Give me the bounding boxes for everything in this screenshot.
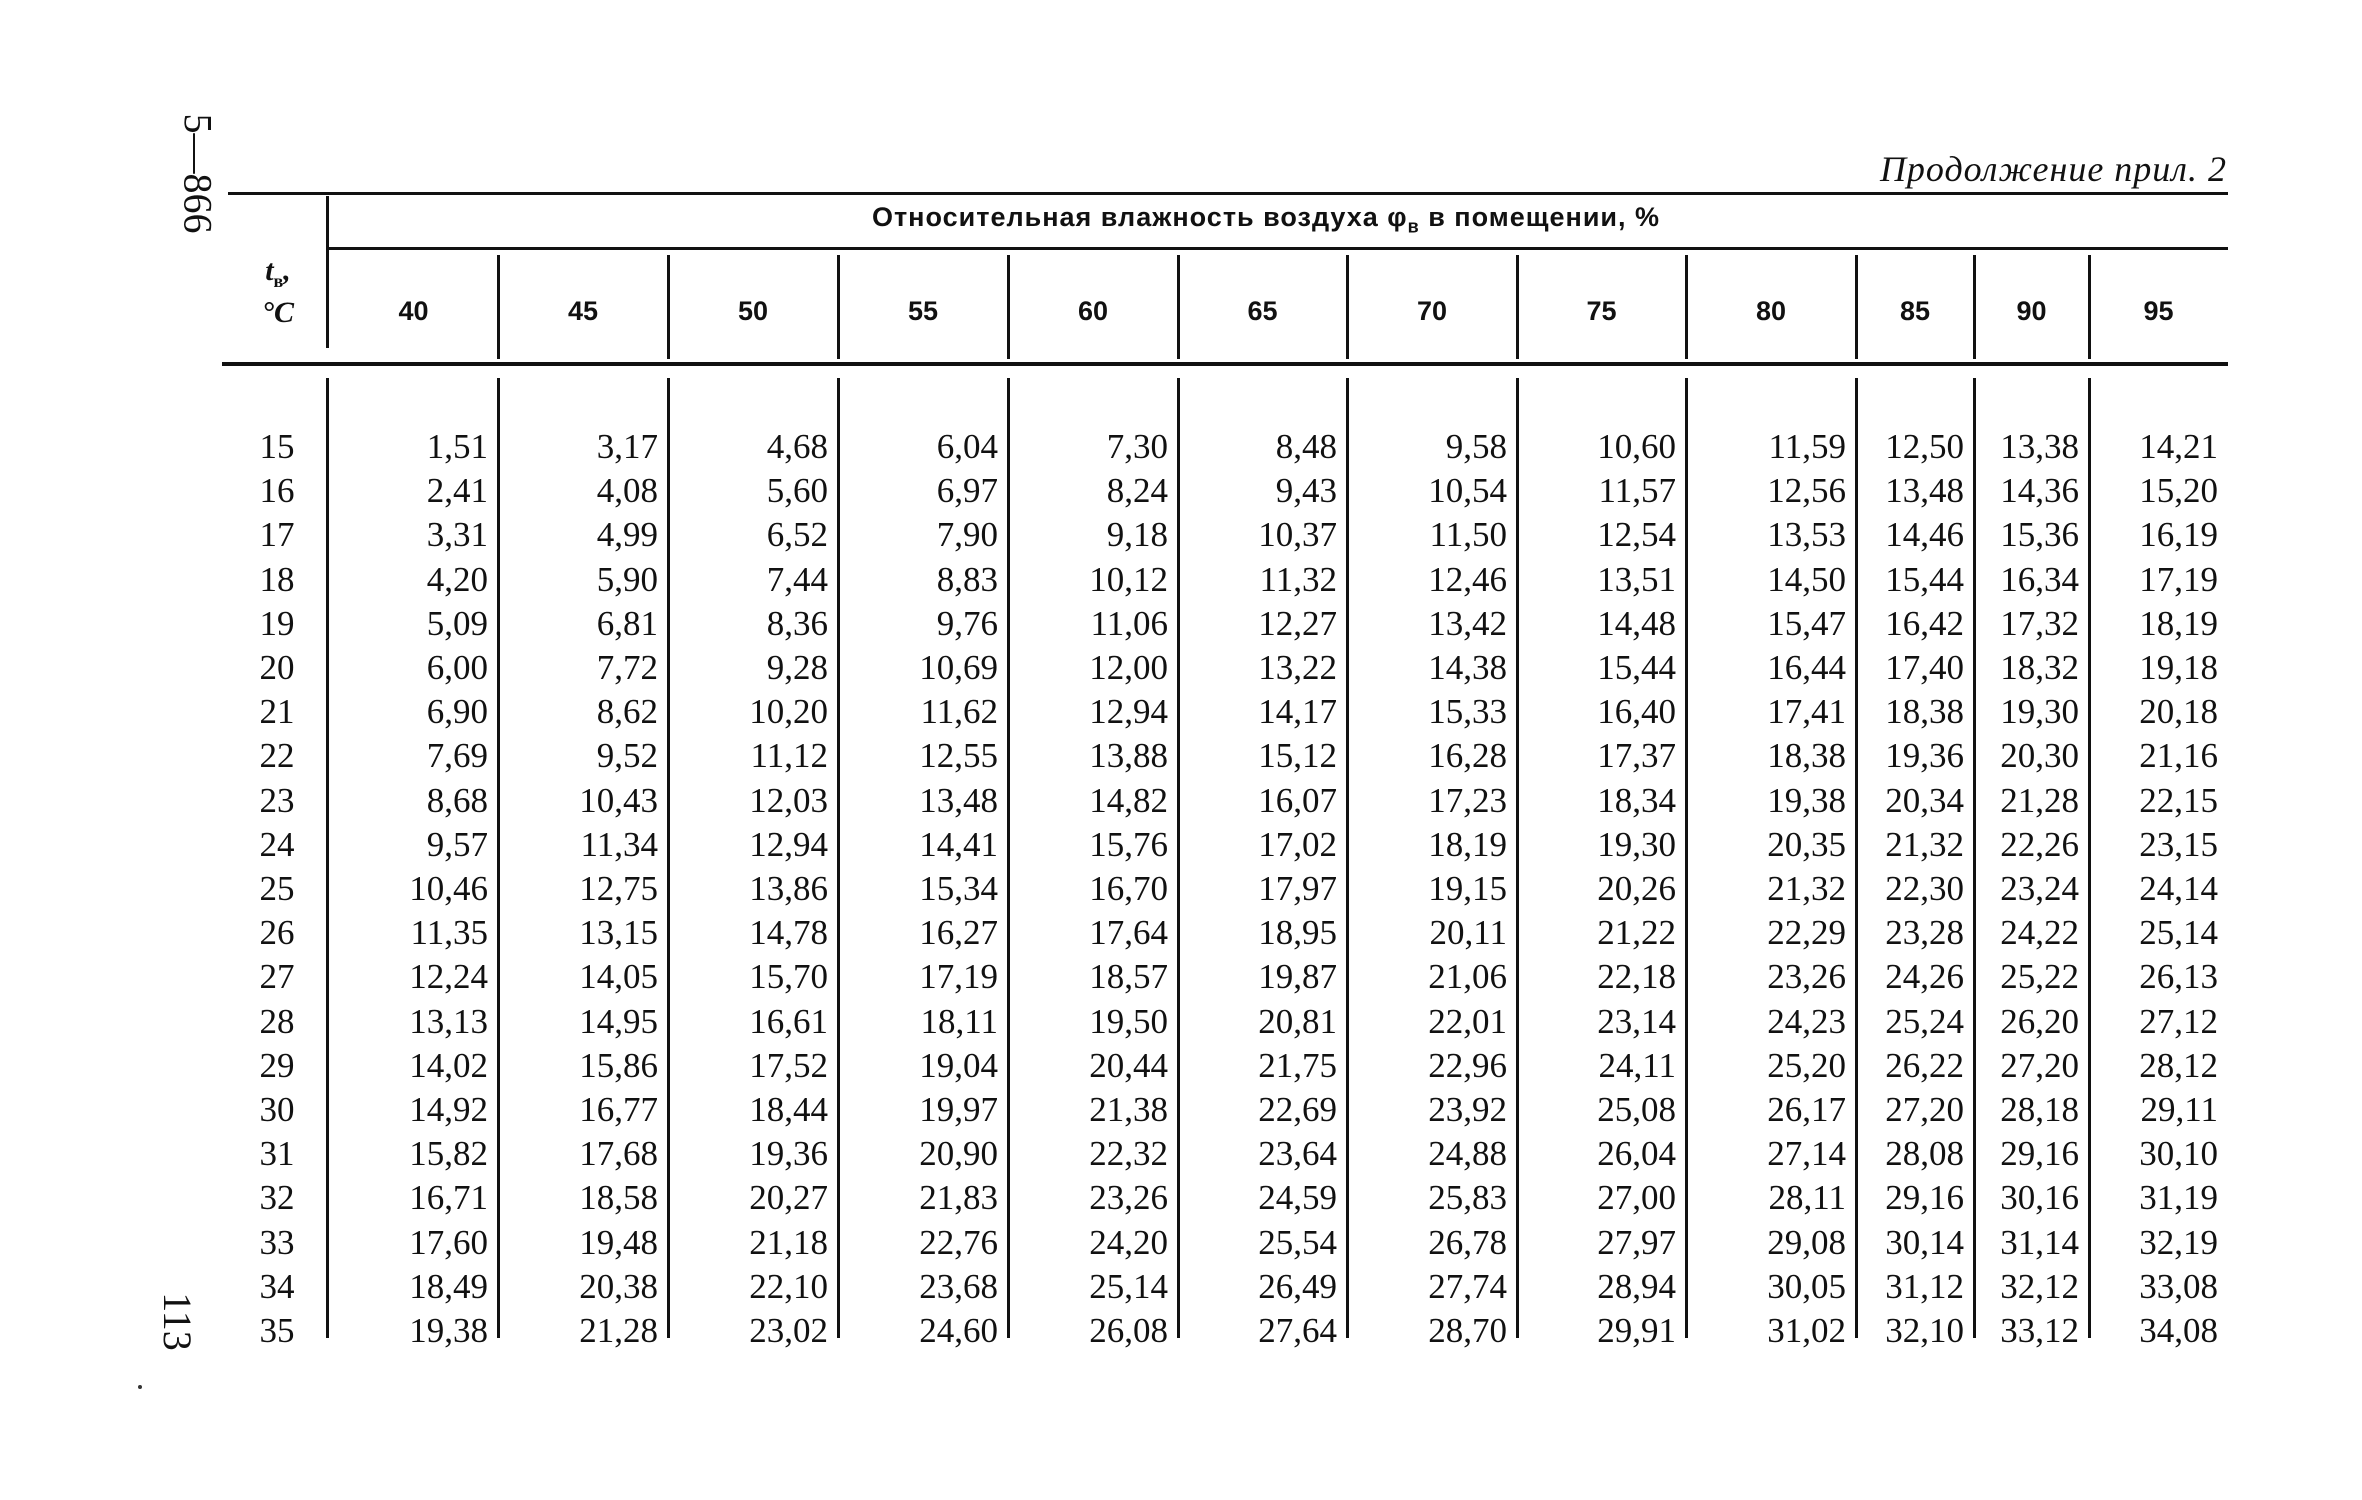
table-cell: 8,68 [426, 780, 488, 820]
table-cell: 27,12 [2139, 1001, 2218, 1041]
table-cell: 13,13 [409, 1001, 488, 1041]
table-cell: 31,14 [2000, 1222, 2079, 1262]
humidity-header: Относительная влажность воздуха $\varphi_в$ в помещении, % [871, 202, 1661, 237]
table-cell: 30,14 [1885, 1222, 1964, 1262]
table-cell: 27,97 [1597, 1222, 1676, 1262]
table-cell: 15,76 [1089, 824, 1168, 864]
column-header-40: 40 [398, 296, 429, 326]
table-cell: 27,20 [1885, 1090, 1964, 1129]
table-cell: 23,68 [919, 1266, 998, 1306]
page-number: 113 [154, 1292, 200, 1351]
table-cell: 20,34 [1885, 780, 1964, 820]
table-cell: 12,55 [919, 736, 998, 776]
table-cell: 8,83 [936, 559, 998, 599]
table-cell: 22,32 [1089, 1134, 1168, 1174]
table-cell: 14,02 [409, 1045, 488, 1085]
table-cell: 24,20 [1089, 1222, 1168, 1262]
table-cell: 16,77 [579, 1090, 658, 1129]
table-cell: 27,64 [1258, 1311, 1337, 1350]
table-cell: 28,12 [2139, 1045, 2218, 1085]
table-cell: 6,90 [426, 692, 488, 732]
table-cell: 11,57 [1598, 471, 1676, 511]
table-cell: 12,24 [409, 957, 488, 997]
table-cell: 24,14 [2139, 869, 2218, 908]
table-cell: 20,44 [1089, 1045, 1168, 1085]
table-cell: 25,14 [2139, 913, 2218, 953]
column-header-50: 50 [737, 296, 769, 326]
table-cell: 9,28 [766, 648, 828, 687]
table-cell: 24,23 [1767, 1001, 1846, 1041]
table-cell: 18,38 [1885, 692, 1964, 732]
row-temperature: 27 [259, 957, 295, 997]
table-cell: 15,34 [919, 869, 998, 908]
table-cell: 30,05 [1767, 1266, 1846, 1306]
column-header-65: 65 [1247, 296, 1278, 326]
table-cell: 30,10 [2139, 1134, 2218, 1174]
table-cell: 21,28 [579, 1311, 658, 1350]
table-cell: 13,15 [579, 913, 658, 953]
table-cell: 19,30 [1597, 824, 1676, 864]
table-cell: 19,87 [1258, 957, 1337, 997]
table-cell: 28,08 [1885, 1134, 1964, 1174]
table-cell: 29,08 [1767, 1222, 1846, 1262]
table-cell: 13,48 [1885, 471, 1964, 511]
table-cell: 26,22 [1885, 1045, 1964, 1085]
table-cell: 14,92 [409, 1090, 488, 1129]
table-cell: 12,94 [749, 824, 828, 864]
table-cell: 9,43 [1275, 471, 1337, 511]
table-cell: 14,05 [579, 957, 658, 997]
table-cell: 11,35 [410, 913, 488, 953]
table-cell: 21,16 [2139, 736, 2218, 776]
table-cell: 16,61 [749, 1001, 828, 1041]
table-cell: 26,04 [1597, 1134, 1676, 1174]
table-cell: 21,38 [1089, 1090, 1168, 1129]
table-cell: 14,78 [749, 913, 828, 953]
table-cell: 9,18 [1106, 515, 1168, 555]
table-cell: 13,53 [1767, 515, 1846, 555]
table-cell: 20,11 [1429, 913, 1507, 953]
row-temperature: 21 [259, 692, 295, 732]
table-cell: 20,38 [579, 1266, 658, 1306]
table-cell: 7,30 [1106, 427, 1168, 466]
table-cell: 19,15 [1428, 869, 1507, 908]
table-cell: 6,81 [596, 603, 658, 643]
table-cell: 28,70 [1428, 1311, 1507, 1350]
table-cell: 17,32 [2000, 603, 2079, 643]
row-temperature: 33 [259, 1222, 295, 1262]
table-cell: 18,11 [920, 1001, 998, 1041]
table-cell: 25,54 [1258, 1222, 1337, 1262]
table-cell: 29,91 [1597, 1311, 1676, 1350]
table-cell: 13,48 [919, 780, 998, 820]
table-cell: 27,14 [1767, 1134, 1846, 1174]
table-cell: 14,36 [2000, 471, 2079, 511]
table-cell: 11,50 [1429, 515, 1507, 555]
table-cell: 13,38 [2000, 427, 2079, 466]
row-temperature: 32 [259, 1178, 295, 1218]
row-temperature: 28 [259, 1001, 295, 1041]
table-cell: 15,20 [2139, 471, 2218, 511]
column-header-90: 90 [2016, 296, 2047, 326]
table-cell: 13,88 [1089, 736, 1168, 776]
table-cell: 12,94 [1089, 692, 1168, 732]
table-cell: 25,22 [2000, 957, 2079, 997]
table-cell: 15,82 [409, 1134, 488, 1174]
table-cell: 12,46 [1428, 559, 1507, 599]
row-temperature: 30 [259, 1090, 295, 1129]
table-cell: 23,24 [2000, 869, 2079, 908]
table-cell: 7,90 [936, 515, 998, 555]
table-cell: 11,06 [1090, 603, 1168, 643]
table-cell: 10,37 [1258, 515, 1337, 555]
table-cell: 10,60 [1597, 427, 1676, 466]
table-cell: 8,48 [1275, 427, 1337, 466]
table-cell: 10,43 [579, 780, 658, 820]
table-cell: 17,19 [919, 957, 998, 997]
column-header-60: 60 [1077, 296, 1109, 326]
header-sub-rule [328, 247, 2228, 250]
table-cell: 14,41 [919, 824, 998, 864]
table-cell: 21,06 [1428, 957, 1507, 997]
table-cell: 25,20 [1767, 1045, 1846, 1085]
table-cell: 17,64 [1089, 913, 1168, 953]
column-header-75: 75 [1586, 296, 1617, 326]
table-cell: 9,57 [426, 824, 488, 864]
row-temperature: 17 [259, 515, 295, 555]
table-cell: 21,28 [2000, 780, 2079, 820]
table-cell: 13,86 [749, 869, 828, 908]
table-cell: 23,64 [1258, 1134, 1337, 1174]
header-bottom-rule [222, 362, 2228, 366]
temperature-header: $t_в$, °C [261, 254, 294, 329]
table-cell: 18,32 [2000, 648, 2079, 687]
table-cell: 14,46 [1885, 515, 1964, 555]
table-cell: 33,12 [2000, 1311, 2079, 1350]
table-cell: 11,12 [750, 736, 828, 776]
table-cell: 18,95 [1258, 913, 1337, 953]
table-cell: 19,50 [1089, 1001, 1168, 1041]
table-cell: 10,20 [749, 692, 828, 732]
table-cell: 16,40 [1597, 692, 1676, 732]
table-cell: 15,44 [1597, 648, 1676, 687]
table-cell: 16,71 [409, 1178, 488, 1218]
table-cell: 20,18 [2139, 692, 2218, 732]
table-cell: 15,33 [1428, 692, 1507, 732]
table-cell: 27,20 [2000, 1045, 2079, 1085]
table-cell: 18,57 [1089, 957, 1168, 997]
row-temperature: 31 [259, 1134, 295, 1174]
table-cell: 28,11 [1768, 1178, 1846, 1218]
table-cell: 19,30 [2000, 692, 2079, 732]
table-cell: 4,08 [596, 471, 658, 511]
table-cell: 26,08 [1089, 1311, 1168, 1350]
table-cell: 14,82 [1089, 780, 1168, 820]
table-cell: 16,42 [1885, 603, 1964, 643]
row-temperature: 24 [259, 824, 295, 864]
column-header-85: 85 [1899, 296, 1931, 326]
table-cell: 19,38 [409, 1311, 488, 1350]
table-cell: 32,10 [1885, 1311, 1964, 1350]
table-cell: 18,49 [409, 1266, 488, 1306]
table-cell: 20,26 [1597, 869, 1676, 908]
table-cell: 16,44 [1767, 648, 1846, 687]
table-cell: 22,01 [1428, 1001, 1507, 1041]
table-cell: 26,20 [2000, 1001, 2079, 1041]
table-cell: 26,13 [2139, 957, 2218, 997]
table-cell: 7,69 [426, 736, 488, 776]
row-temperature: 29 [259, 1045, 295, 1085]
table-cell: 26,78 [1428, 1222, 1507, 1262]
table-cell: 12,56 [1767, 471, 1846, 511]
table-cell: 19,18 [2139, 648, 2218, 687]
table-cell: 18,19 [2139, 603, 2218, 643]
row-temperature: 22 [259, 736, 295, 776]
page-side-label-top: 5—866 [175, 113, 221, 234]
table-cell: 19,36 [1885, 736, 1964, 776]
table-cell: 15,47 [1767, 603, 1846, 643]
row-temperature: 20 [259, 648, 295, 687]
table-cell: 11,62 [920, 692, 998, 732]
table-cell: 23,15 [2139, 824, 2218, 864]
table-cell: 26,49 [1258, 1266, 1337, 1306]
table-cell: 16,28 [1428, 736, 1507, 776]
column-header-70: 70 [1416, 296, 1448, 326]
row-temperature: 23 [259, 780, 295, 820]
table-cell: 25,08 [1597, 1090, 1676, 1129]
table-cell: 7,44 [766, 559, 828, 599]
table-cell: 6,52 [766, 515, 828, 555]
table-cell: 19,97 [919, 1090, 998, 1129]
table-cell: 22,76 [919, 1222, 998, 1262]
table-cell: 21,83 [919, 1178, 998, 1218]
table-cell: 24,59 [1258, 1178, 1337, 1218]
table-cell: 30,16 [2000, 1178, 2079, 1218]
table-cell: 16,34 [2000, 559, 2079, 599]
table-cell: 31,12 [1885, 1266, 1964, 1306]
table-cell: 17,02 [1258, 824, 1337, 864]
table-cell: 10,12 [1089, 559, 1168, 599]
table-cell: 24,88 [1428, 1134, 1507, 1174]
table-cell: 18,58 [579, 1178, 658, 1218]
table-cell: 12,03 [749, 780, 828, 820]
table-cell: 24,26 [1885, 957, 1964, 997]
table-cell: 23,26 [1089, 1178, 1168, 1218]
table-cell: 15,86 [579, 1045, 658, 1085]
table-cell: 8,36 [766, 603, 828, 643]
table-cell: 26,17 [1767, 1090, 1846, 1129]
table-cell: 10,54 [1428, 471, 1507, 511]
table-cell: 27,00 [1597, 1178, 1676, 1218]
table-cell: 17,52 [749, 1045, 828, 1085]
table-cell: 11,32 [1259, 559, 1337, 599]
table-cell: 14,38 [1428, 648, 1507, 687]
table-cell: 21,75 [1258, 1045, 1337, 1085]
table-cell: 17,68 [579, 1134, 658, 1174]
table-cell: 22,96 [1428, 1045, 1507, 1085]
table-cell: 19,48 [579, 1222, 658, 1262]
row-temperature: 25 [259, 869, 295, 908]
table-cell: 12,00 [1089, 648, 1168, 687]
table-cell: 14,48 [1597, 603, 1676, 643]
table-cell: 22,26 [2000, 824, 2079, 864]
table-cell: 13,22 [1258, 648, 1337, 687]
table-cell: 15,36 [2000, 515, 2079, 555]
table-cell: 8,62 [596, 692, 658, 732]
table-cell: 19,04 [919, 1045, 998, 1085]
table-cell: 5,60 [766, 471, 828, 511]
table-cell: 15,70 [749, 957, 828, 997]
table-cell: 17,37 [1597, 736, 1676, 776]
table-cell: 14,17 [1258, 692, 1337, 732]
table-cell: 23,02 [749, 1311, 828, 1350]
table-cell: 24,11 [1598, 1045, 1676, 1085]
table-cell: 18,19 [1428, 824, 1507, 864]
table-cell: 29,16 [1885, 1178, 1964, 1218]
table-cell: 21,18 [749, 1222, 828, 1262]
table-cell: 9,52 [596, 736, 658, 776]
table-cell: 23,26 [1767, 957, 1846, 997]
table-cell: 17,97 [1258, 869, 1337, 908]
table-cell: 16,07 [1258, 780, 1337, 820]
table-cell: 9,58 [1445, 427, 1507, 466]
row-temperature: 15 [259, 427, 295, 466]
table-cell: 13,42 [1428, 603, 1507, 643]
table-cell: 23,14 [1597, 1001, 1676, 1041]
table-cell: 31,19 [2139, 1178, 2218, 1218]
table-cell: 12,54 [1597, 515, 1676, 555]
table-cell: 15,12 [1258, 736, 1337, 776]
table-cell: 25,14 [1089, 1266, 1168, 1306]
table-cell: 28,94 [1597, 1266, 1676, 1306]
row-temperature: 16 [259, 471, 295, 511]
table-cell: 19,38 [1767, 780, 1846, 820]
table-cell: 32,19 [2139, 1222, 2218, 1262]
table-cell: 6,04 [936, 427, 998, 466]
table-cell: 12,75 [579, 869, 658, 908]
table-cell: 28,18 [2000, 1090, 2079, 1129]
table-cell: 21,32 [1767, 869, 1846, 908]
table-cell: 34,08 [2139, 1311, 2218, 1350]
table-cell: 3,17 [596, 427, 658, 466]
table-cell: 19,36 [749, 1134, 828, 1174]
table-cell: 14,21 [2139, 427, 2218, 466]
table-cell: 25,83 [1428, 1178, 1507, 1218]
table-cell: 6,97 [936, 471, 998, 511]
table-cell: 8,24 [1106, 471, 1168, 511]
table-cell: 12,50 [1885, 427, 1964, 466]
table-cell: 4,99 [596, 515, 658, 555]
row-temperature: 35 [259, 1311, 295, 1350]
table-cell: 14,95 [579, 1001, 658, 1041]
table-cell: 29,11 [2140, 1090, 2218, 1129]
table-cell: 21,22 [1597, 913, 1676, 953]
table-cell: 3,31 [426, 515, 488, 555]
table-cell: 23,92 [1428, 1090, 1507, 1129]
table-cell: 10,69 [919, 648, 998, 687]
table-cell: 31,02 [1767, 1311, 1846, 1350]
table-top-rule [228, 192, 2228, 195]
table-cell: 18,34 [1597, 780, 1676, 820]
table-cell: 24,22 [2000, 913, 2079, 953]
table-cell: 17,60 [409, 1222, 488, 1262]
table-cell: 22,10 [749, 1266, 828, 1306]
table-cell: 13,51 [1597, 559, 1676, 599]
continuation-title: Продолжение прил. 2 [1879, 149, 2227, 189]
table-cell: 14,50 [1767, 559, 1846, 599]
row-temperature: 26 [259, 913, 295, 953]
table-cell: 29,16 [2000, 1134, 2079, 1174]
table-cell: 17,23 [1428, 780, 1507, 820]
row-temperature: 34 [259, 1266, 295, 1306]
table-cell: 7,72 [596, 648, 658, 687]
table-cell: 11,59 [1768, 427, 1846, 466]
column-header-95: 95 [2143, 296, 2174, 326]
table-cell: 15,44 [1885, 559, 1964, 599]
table-cell: 11,34 [580, 824, 658, 864]
table-cell: 10,46 [409, 869, 488, 908]
table-cell: 6,00 [426, 648, 488, 687]
table-cell: 18,44 [749, 1090, 828, 1129]
column-header-55: 55 [907, 296, 939, 326]
row-temperature: 19 [259, 603, 295, 643]
table-cell: 22,15 [2139, 780, 2218, 820]
table-cell: 20,35 [1767, 824, 1846, 864]
table-cell: 20,30 [2000, 736, 2079, 776]
table-cell: 27,74 [1428, 1266, 1507, 1306]
table-cell: 2,41 [426, 471, 488, 511]
table-cell: 17,40 [1885, 648, 1964, 687]
column-header-80: 80 [1755, 296, 1787, 326]
row-temperature: 18 [259, 559, 295, 599]
table-cell: 5,90 [596, 559, 658, 599]
table-cell: 22,69 [1258, 1090, 1337, 1129]
table-cell: 22,30 [1885, 869, 1964, 908]
table-cell: 21,32 [1885, 824, 1964, 864]
table-cell: 4,20 [426, 559, 488, 599]
table-cell: 12,27 [1258, 603, 1337, 643]
table-cell: 20,90 [919, 1134, 998, 1174]
table-cell: 24,60 [919, 1311, 998, 1350]
table-cell: 22,29 [1767, 913, 1846, 953]
table-cell: 5,09 [426, 603, 488, 643]
table-cell: 16,27 [919, 913, 998, 953]
table-cell: 16,70 [1089, 869, 1168, 908]
table-cell: 18,38 [1767, 736, 1846, 776]
table-cell: 4,68 [766, 427, 828, 466]
column-header-45: 45 [567, 296, 599, 326]
table-cell: 1,51 [426, 427, 488, 466]
table-cell: 17,19 [2139, 559, 2218, 599]
table-cell: 33,08 [2139, 1266, 2218, 1306]
table-cell: 9,76 [936, 603, 998, 643]
table-cell: 22,18 [1597, 957, 1676, 997]
table-cell: 25,24 [1885, 1001, 1964, 1041]
table-cell: 20,27 [749, 1178, 828, 1218]
scan-dot [138, 1385, 142, 1389]
table-cell: 20,81 [1258, 1001, 1337, 1041]
table-cell: 23,28 [1885, 913, 1964, 953]
table-cell: 16,19 [2139, 515, 2218, 555]
table-cell: 32,12 [2000, 1266, 2079, 1306]
table-cell: 17,41 [1767, 692, 1846, 732]
